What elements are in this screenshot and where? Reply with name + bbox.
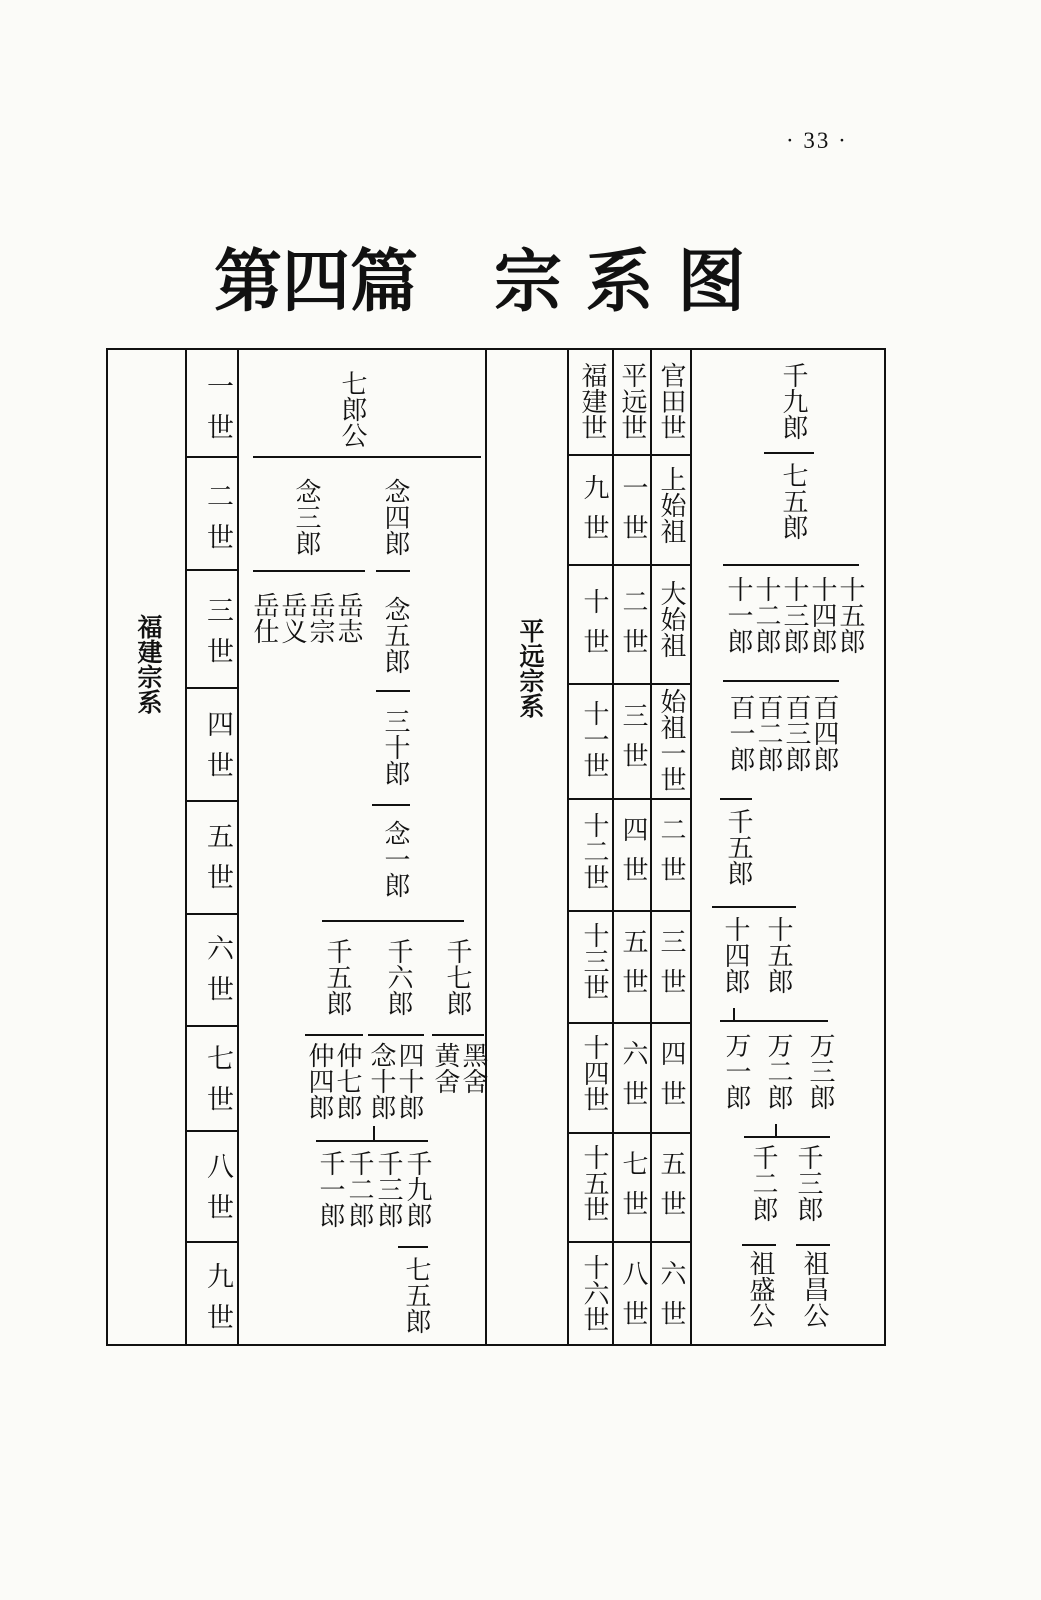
pingyuan-gen-cell: 八世 [618, 1260, 648, 1340]
chapter-title: 宗 系 图 [494, 242, 746, 322]
fujian-gen-cell: 十一世 [579, 700, 609, 778]
row-border [185, 569, 239, 571]
fujian-name-qilanggong: 七郎公 [337, 370, 367, 448]
fujian-gen-4: 四世 [202, 710, 233, 792]
fujian-gen-cell: 十五世 [579, 1144, 609, 1222]
page-number: · 33 · [786, 128, 848, 153]
col-border [650, 348, 652, 1346]
fujian-gen-cell: 十四世 [579, 1034, 609, 1112]
row-border [185, 456, 239, 458]
connector [723, 564, 859, 566]
connector [720, 1020, 828, 1022]
pingyuan-gen-cell: 一世 [618, 474, 648, 554]
connector [723, 680, 839, 682]
connector [322, 920, 464, 922]
connector [372, 804, 410, 806]
guantian-gen-cell: 四世 [656, 1040, 686, 1120]
pingyuan-name: 百三郎 [781, 694, 811, 772]
guantian-gen-cell: 六世 [656, 1260, 686, 1340]
connector [712, 906, 796, 908]
fujian-name: 岳宗 [305, 592, 335, 644]
fujian-name: 千七郎 [442, 938, 472, 1016]
row-border [185, 913, 239, 915]
fujian-gen-3: 三世 [202, 596, 233, 678]
connector [316, 1140, 428, 1142]
pingyuan-name: 百一郎 [725, 694, 755, 772]
row-border [567, 1132, 692, 1134]
pingyuan-name: 十三郎 [779, 576, 809, 654]
pingyuan-name: 万一郎 [721, 1032, 751, 1110]
chapter-part: 第四篇 [214, 242, 419, 322]
fujian-name: 千五郎 [322, 938, 352, 1016]
pingyuan-gen-cell: 七世 [618, 1150, 648, 1230]
connector [744, 1136, 830, 1138]
row-border [567, 1022, 692, 1024]
col-border [485, 348, 487, 1346]
guantian-gen-cell: 大始祖 [656, 580, 686, 658]
connector [305, 1034, 363, 1036]
col-border [612, 348, 614, 1346]
fujian-gen-5: 五世 [202, 822, 233, 904]
row-border [567, 683, 692, 685]
fujian-name: 千一郎 [315, 1150, 345, 1228]
pingyuan-name: 七五郎 [778, 462, 808, 540]
fujian-name: 念十郎 [366, 1042, 396, 1120]
row-border [185, 800, 239, 802]
guantian-gen-cell: 三世 [656, 928, 686, 1008]
connector [373, 1126, 375, 1140]
row-border [185, 1241, 239, 1243]
fujian-name: 仲七郎 [332, 1042, 362, 1120]
pingyuan-gen-cell: 三世 [618, 702, 648, 782]
fujian-name: 念五郎 [380, 596, 410, 674]
fujian-name: 念三郎 [291, 478, 321, 556]
fujian-name: 念四郎 [380, 478, 410, 556]
header-guantian-gen: 官田世 [656, 362, 686, 440]
header-pingyuan-gen: 平远世 [617, 362, 647, 440]
fujian-name: 念一郎 [380, 820, 410, 898]
row-border [185, 687, 239, 689]
connector [253, 570, 365, 572]
pingyuan-name: 十二郎 [751, 576, 781, 654]
row-border [567, 454, 692, 456]
fujian-gen-6: 六世 [202, 934, 233, 1016]
fujian-name: 岳仕 [249, 592, 279, 644]
fujian-name: 黑舍 [458, 1042, 488, 1094]
col-border [567, 348, 569, 1346]
fujian-name: 三十郎 [380, 708, 410, 786]
row-border [567, 1241, 692, 1243]
pingyuan-name: 十五郎 [835, 576, 865, 654]
connector [432, 1034, 484, 1036]
col-border [690, 348, 692, 1346]
connector [368, 1034, 424, 1036]
pingyuan-name: 十四郎 [720, 916, 750, 994]
fujian-name: 千三郎 [373, 1150, 403, 1228]
fujian-gen-7: 七世 [202, 1044, 233, 1126]
fujian-name: 四十郎 [394, 1042, 424, 1120]
fujian-name: 千二郎 [344, 1150, 374, 1228]
connector [253, 456, 481, 458]
fujian-gen-cell: 九世 [579, 474, 609, 554]
connector [764, 452, 814, 454]
pingyuan-gen-cell: 六世 [618, 1040, 648, 1120]
row-border [567, 910, 692, 912]
guantian-gen-cell: 二世 [656, 816, 686, 896]
connector [742, 1244, 776, 1246]
fujian-gen-cell: 十三世 [579, 922, 609, 1000]
guantian-gen-cell: 始祖一世 [656, 688, 686, 792]
pingyuan-name: 祖昌公 [799, 1250, 829, 1328]
pingyuan-gen-cell: 二世 [618, 588, 648, 668]
row-border [567, 564, 692, 566]
fujian-lineage-label: 福建宗系 [134, 614, 163, 714]
pingyuan-name: 万三郎 [805, 1032, 835, 1110]
row-border [567, 798, 692, 800]
pingyuan-name: 千五郎 [723, 808, 753, 886]
fujian-gen-8: 八世 [202, 1152, 233, 1234]
fujian-gen-cell: 十二世 [579, 812, 609, 890]
pingyuan-name: 千九郎 [778, 362, 808, 440]
guantian-gen-cell: 上始祖 [656, 466, 686, 544]
fujian-gen-cell: 十六世 [579, 1254, 609, 1332]
fujian-gen-9: 九世 [202, 1262, 233, 1344]
pingyuan-gen-cell: 五世 [618, 928, 648, 1008]
col-border [185, 348, 187, 1346]
pingyuan-name: 千三郎 [793, 1144, 823, 1222]
fujian-name: 七五郎 [401, 1256, 431, 1334]
fujian-name: 岳义 [277, 592, 307, 644]
pingyuan-name: 祖盛公 [745, 1250, 775, 1328]
pingyuan-name: 万二郎 [763, 1032, 793, 1110]
pingyuan-name: 百四郎 [809, 694, 839, 772]
fujian-gen-1: 一世 [202, 372, 233, 454]
pingyuan-name: 十五郎 [763, 916, 793, 994]
connector [376, 690, 410, 692]
row-border [185, 1025, 239, 1027]
fujian-gen-2: 二世 [202, 482, 233, 564]
row-border [185, 1130, 239, 1132]
pingyuan-name: 十一郎 [723, 576, 753, 654]
fujian-name: 仲四郎 [304, 1042, 334, 1120]
guantian-gen-cell: 五世 [656, 1150, 686, 1230]
fujian-name: 岳志 [333, 592, 363, 644]
fujian-name: 千九郎 [402, 1150, 432, 1228]
header-fujian-gen: 福建世 [577, 362, 607, 440]
connector [720, 798, 752, 800]
pingyuan-name: 千二郎 [748, 1144, 778, 1222]
fujian-name: 黄舍 [430, 1042, 460, 1094]
pingyuan-lineage-label: 平远宗系 [516, 618, 545, 718]
connector [398, 1246, 428, 1248]
pingyuan-gen-cell: 四世 [618, 816, 648, 896]
fujian-name: 千六郎 [383, 938, 413, 1016]
pingyuan-name: 十四郎 [807, 576, 837, 654]
pingyuan-name: 百二郎 [753, 694, 783, 772]
connector [796, 1244, 830, 1246]
connector [376, 570, 410, 572]
fujian-gen-cell: 十世 [579, 588, 609, 668]
col-border [237, 348, 239, 1346]
